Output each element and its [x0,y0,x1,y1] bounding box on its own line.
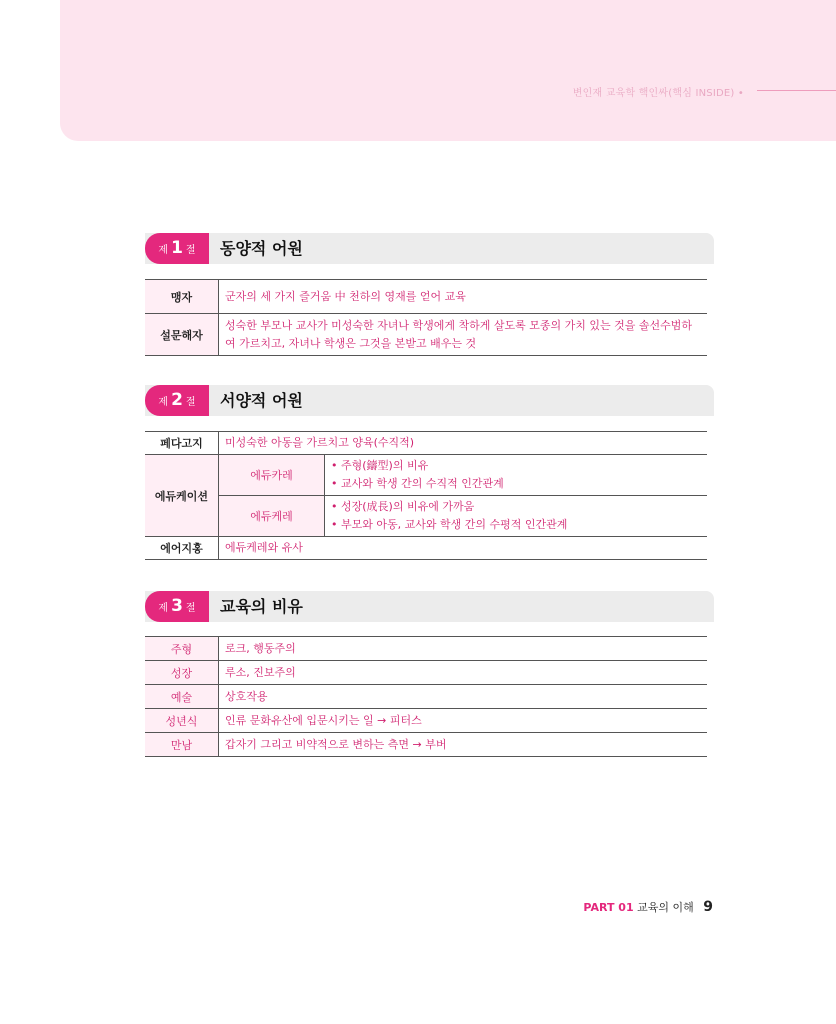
table-row [145,733,707,757]
header-band [60,0,836,141]
table-row [145,280,707,314]
footer-chapter: 교육의 이해 [637,901,694,914]
row-value: 갑자기 그리고 비약적으로 변하는 측면 → 부버 [225,737,447,751]
badge-number: 2 [171,390,183,410]
badge-prefix: 제 [158,245,169,256]
table-row [145,709,707,733]
table-row [145,455,707,496]
section-1-heading [145,233,714,264]
badge-number: 1 [171,238,183,258]
page-footer [583,899,713,915]
row-label: 성년식 [145,709,219,733]
bullet-item: • 성장(成長)의 비유에 가까움 [331,500,475,513]
row-value: 인류 문화유산에 입문시키는 일 → 피터스 [225,713,422,727]
header-rule [757,90,836,91]
bullet-item: • 주형(鑄型)의 비유 [331,459,429,472]
row-value [325,496,708,537]
table-row [145,661,707,685]
section-title: 교육의 비유 [220,597,303,616]
footer-part: PART 01 [583,901,634,914]
table-row [145,432,707,455]
row-label: 만남 [145,733,219,757]
section-2-table [145,431,707,560]
running-title: 변인재 교육학 핵인싸(핵심 INSIDE) • [572,88,744,99]
row-label: 주형 [145,637,219,661]
bullet-item: • 부모와 아동, 교사와 학생 간의 수평적 인간관계 [331,518,568,531]
table-row [145,685,707,709]
row-value [325,455,708,496]
row-label: 에어지홍 [145,537,219,560]
section-title: 동양적 어원 [220,239,303,258]
row-label: 페다고지 [145,432,219,455]
badge-prefix: 제 [158,397,169,408]
section-3-table [145,636,707,757]
row-value: 로크, 행동주의 [225,641,296,655]
table-row [145,637,707,661]
table-row [145,537,707,560]
table-row [145,314,707,356]
section-title: 서양적 어원 [220,391,303,410]
row-label: 맹자 [145,280,219,314]
sub-label: 에듀케레 [219,496,325,537]
sub-label: 에듀카레 [219,455,325,496]
section-badge [145,591,209,622]
page-number: 9 [703,899,713,915]
row-value: 군자의 세 가지 즐거움 中 천하의 영재를 얻어 교육 [225,289,466,303]
row-value: 성숙한 부모나 교사가 미성숙한 자녀나 학생에게 착하게 살도록 모종의 가치 있는 것을 솔선수범하여 가르치고, 자녀나 학생은 그것을 본받고 배우는 것 [225,318,692,350]
section-badge [145,385,209,416]
section-2-heading [145,385,714,416]
badge-number: 3 [171,596,183,616]
row-value: 에듀케레와 유사 [225,541,303,554]
section-3-heading [145,591,714,622]
row-value: 미성숙한 아동을 가르치고 양육(수직적) [225,436,415,449]
section-badge [145,233,209,264]
bullet-item: • 교사와 학생 간의 수직적 인간관계 [331,477,504,490]
section-1-table [145,279,707,356]
row-label: 예술 [145,685,219,709]
row-label: 설문해자 [145,314,219,356]
row-label: 에듀케이션 [145,455,219,537]
row-value: 상호작용 [225,689,268,703]
badge-prefix: 제 [158,603,169,614]
row-label: 성장 [145,661,219,685]
badge-suffix: 절 [185,603,196,614]
table-row [145,496,707,537]
badge-suffix: 절 [185,397,196,408]
badge-suffix: 절 [185,245,196,256]
row-value: 루소, 진보주의 [225,665,296,679]
